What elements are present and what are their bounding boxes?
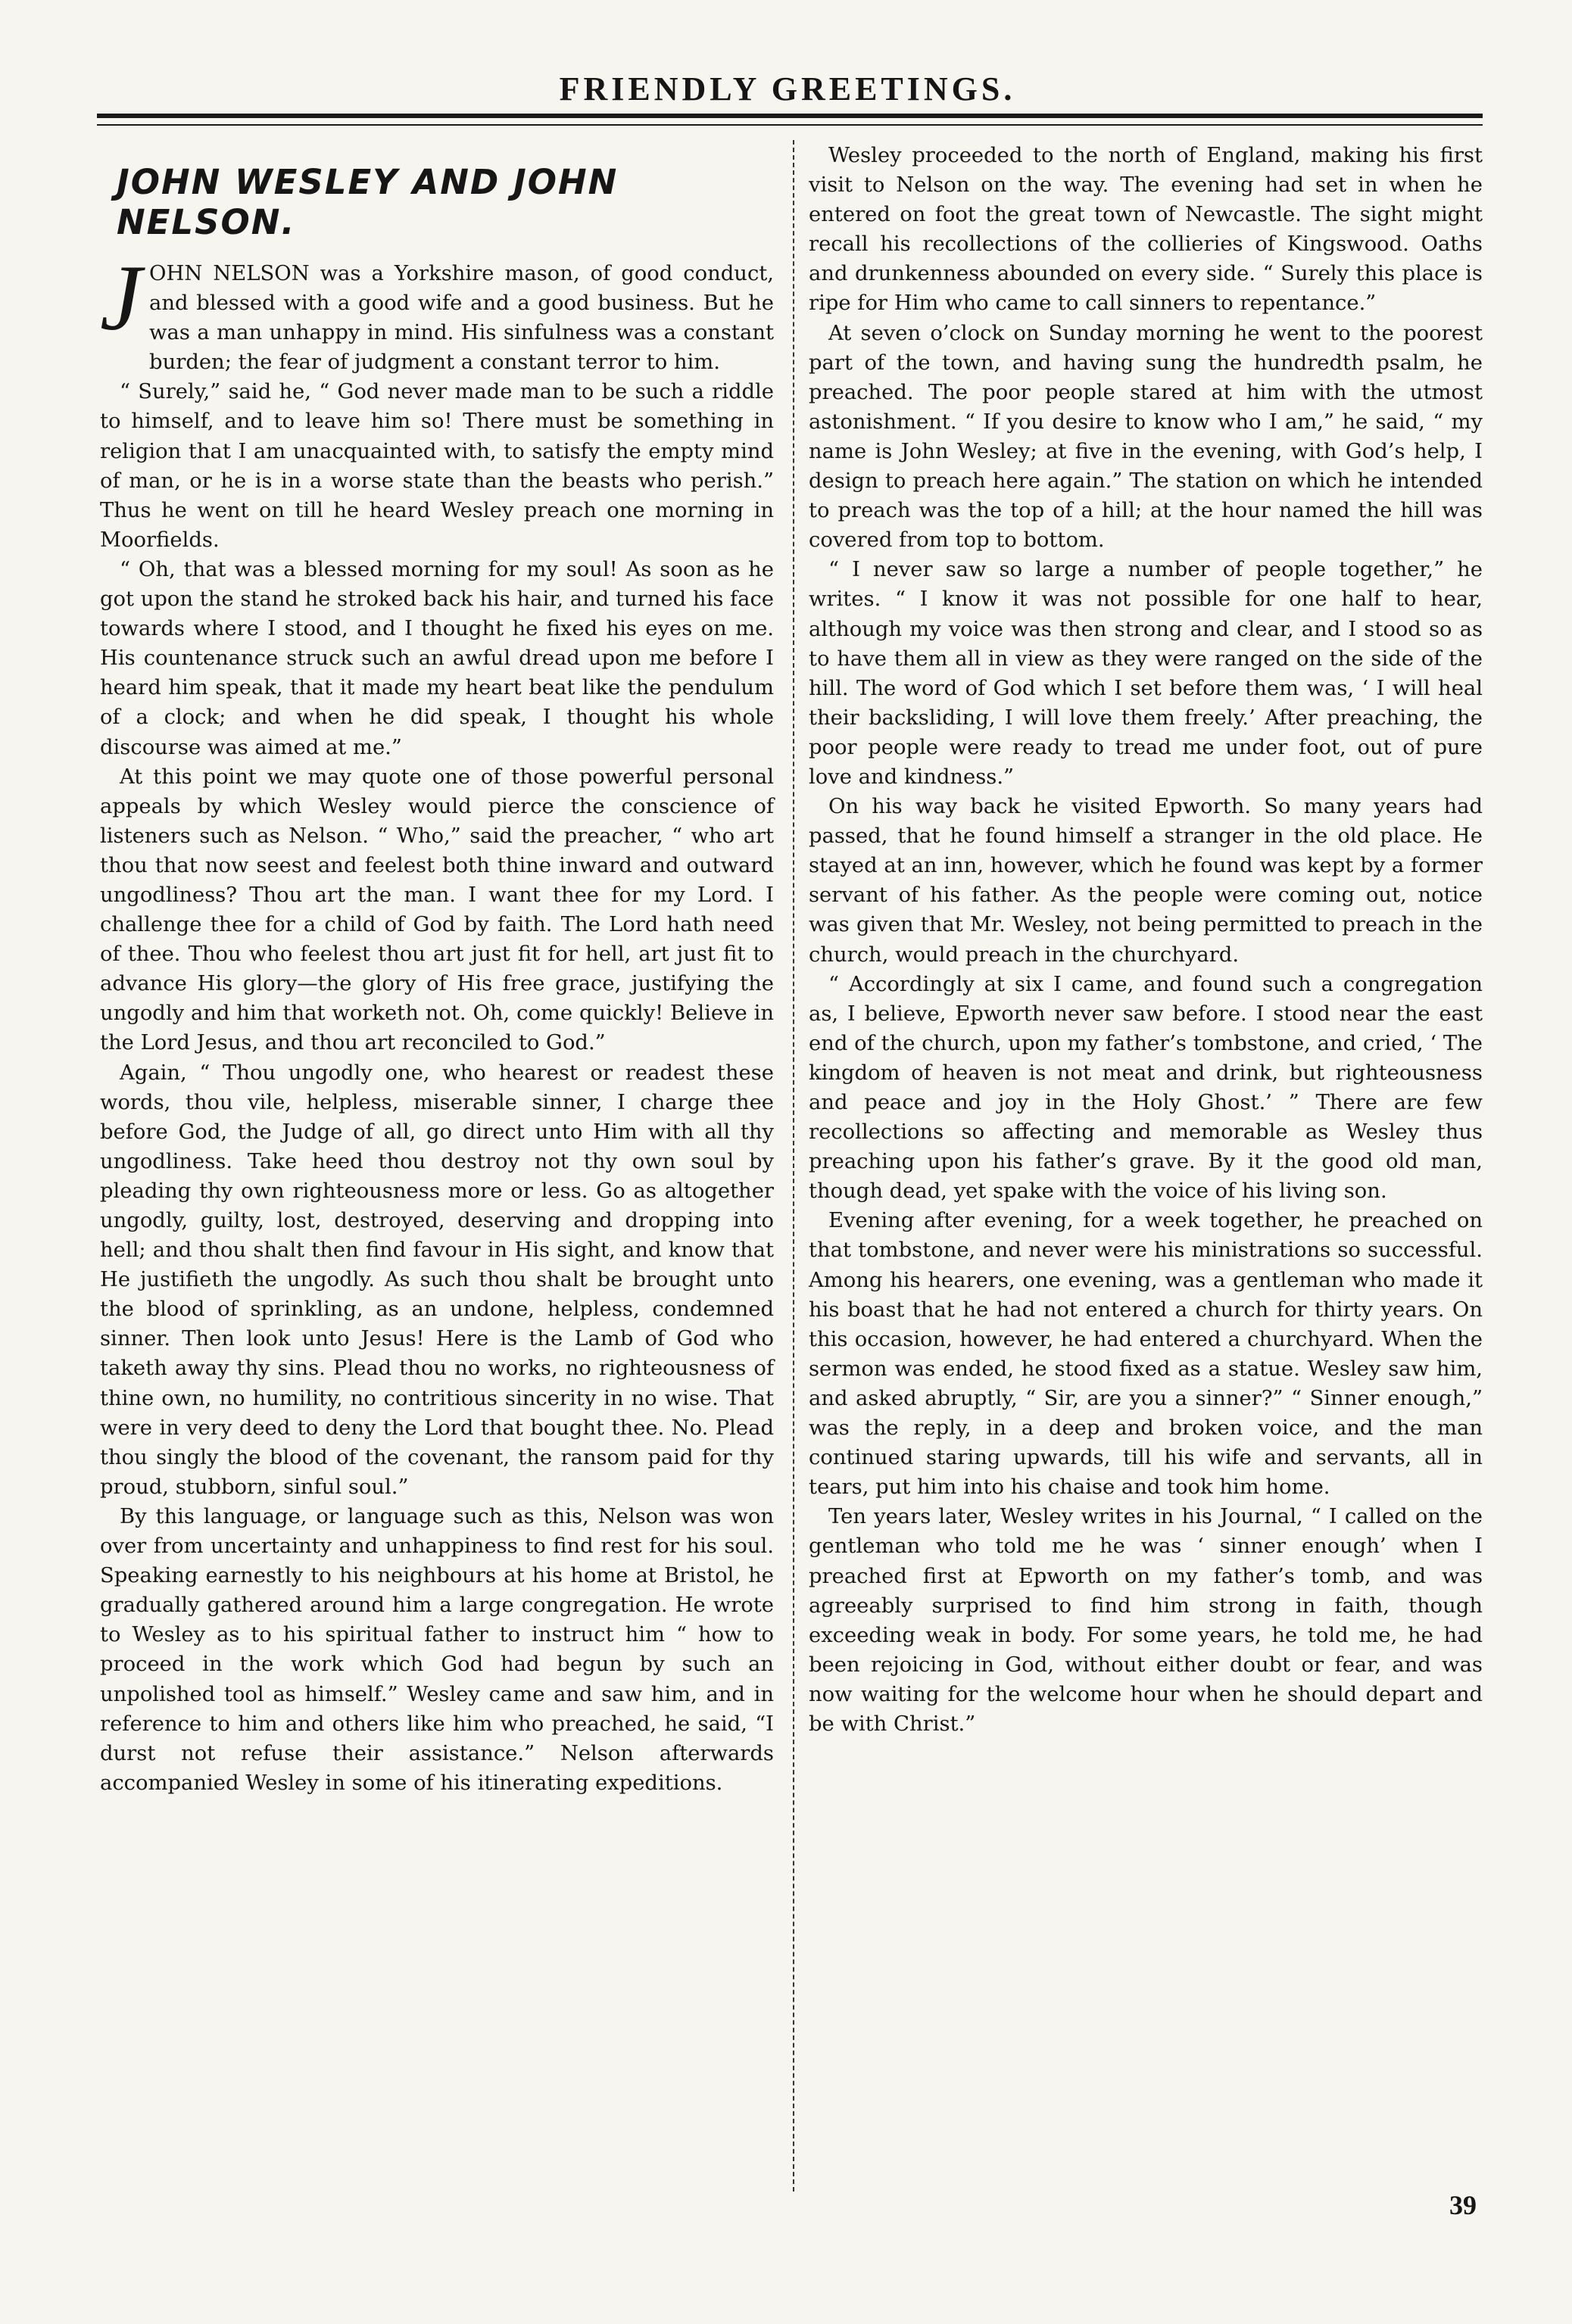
header-rule-thick — [97, 114, 1483, 118]
left-paragraph: At this point we may quote one of those powerful personal appeals by which Wesley would pierce the conscience of listeners such as Nelson. “ Who,” said the preacher, “ who art thou that now seest and feelest both thine inward and outward ungodliness? Thou art the man. I want thee for my Lord. I challenge thee for a child of God by faith. The Lord hath need of thee. Thou who feelest thou art just fit for hell, art just fit to advance His glory—the glory of His free grace, justifying the ungodly and him that worketh not. Oh, come quickly! Believe in the Lord Jesus, and thou art reconciled to God.” — [100, 765, 774, 1055]
left-paragraph: “ Oh, that was a blessed morning for my soul! As soon as he got upon the stand he stroked back his hair, and turned his face towards where I stood, and I thought he fixed his eyes on me. His countenance struck such an awful dread upon me before I heard him speak, that it made my heart beat like the pendulum of a clock; and when he did speak, I thought his whole discourse was aimed at me.” — [100, 557, 774, 759]
running-header: FRIENDLY GREETINGS. — [559, 70, 1016, 107]
right-paragraph: At seven o’clock on Sunday morning he went to the poorest part of the town, and having sung the hundredth psalm, he preached. The poor people stared at him with the utmost astonishment. “ If you desire to know who I am,” he said, “ my name is John Wesley; at five in the evening, with God’s help, I design to preach here again.” The station on which he intended to preach was the top of a hill; at the hour named the hill was covered from top to bottom. — [809, 321, 1483, 553]
right-paragraph: Evening after evening, for a week together, he preached on that tombstone, and never were his ministrations so successful. Among his hearers, one evening, was a gentleman who made it his boast that he had not entered a church for thirty years. On this occasion, however, he had entered a churchyard. When the sermon was ended, he stood fixed as a statue. Wesley saw him, and asked abruptly, “ Sir, are you a sinner?” “ Sinner enough,” was the reply, in a deep and broken voice, and the man continued staring upwards, till his wife and servants, all in tears, put him into his chaise and took him home. — [809, 1209, 1483, 1500]
left-column — [100, 141, 774, 1798]
header-rule-thin — [97, 124, 1483, 126]
left-paragraph: Again, “ Thou ungodly one, who hearest or readest these words, thou vile, helpless, miserable sinner, I charge thee before God, the Judge of all, go direct unto Him with all thy ungodliness. Take heed thou destroy not thy own soul by pleading thy own righteousness more or less. Go as altogether ungodly, guilty, lost, destroyed, deserving and dropping into hell; and thou shalt then find favour in His sight, and know that He justifieth the ungodly. As such thou shalt be brought unto the blood of sprinkling, as an undone, helpless, condemned sinner. Then look unto Jesus! Here is the Lamb of God who taketh away thy sins. Plead thou no works, no righteousness of thine own, no humility, no contritious sincerity in no wise. That were in very deed to deny the Lord that bought thee. No. Plead thou singly the blood of the covenant, the ransom paid for thy proud, stubborn, sinful soul.” — [100, 1061, 774, 1499]
lead-text: was a Yorkshire mason, of good conduct, and blessed with a good wife and a good business. But he was a man unhappy in mind. His sinfulness was a constant burden; the fear of judgment a constant terror to him. — [149, 262, 774, 375]
lead-smallcaps: OHN NELSON — [149, 262, 310, 285]
article-title: JOHN WESLEY AND JOHN NELSON. — [117, 162, 619, 242]
right-paragraph: Ten years later, Wesley writes in his Journal, “ I called on the gentleman who told me he was ‘ sinner enough’ when I preached first at Epworth on my father’s tomb, and was agreeably surprised to find him strong in faith, though exceeding weak in body. For some years, he told me, he had been rejoicing in God, without either doubt or fear, and was now waiting for the welcome hour when he should depart and be with Christ.” — [809, 1505, 1483, 1736]
drop-cap: J — [100, 246, 142, 350]
column-divider — [793, 140, 794, 2192]
left-paragraph: By this language, or language such as this, Nelson was won over from uncertainty and unhappiness to find rest for his soul. Speaking earnestly to his neighbours at his home at Bristol, he gradually gathered around him a large congregation. He wrote to Wesley as to his spiritual father to instruct him “ how to proceed in the work which God had begun by such an unpolished tool as himself.” Wesley came and saw him, and in reference to him and others like him who preached, he said, “I durst not refuse their assistance.” Nelson afterwards accompanied Wesley in some of his itinerating expeditions. — [100, 1504, 774, 1795]
right-column — [809, 141, 1483, 1739]
lead-paragraph — [100, 246, 774, 377]
page-number: 39 — [1449, 2190, 1477, 2220]
right-paragraph: “ Accordingly at six I came, and found such a congregation as, I believe, Epworth never saw before. I stood near the east end of the church, upon my father’s tombstone, and cried, ‘ The kingdom of heaven is not meat and drink, but righteousness and peace and joy in the Holy Ghost.’ ” There are few recollections so affecting and memorable as Wesley thus preaching upon his father’s grave. By it the good old man, though dead, yet spake with the voice of his living son. — [809, 972, 1483, 1204]
right-paragraph: Wesley proceeded to the north of England, making his first visit to Nelson on the way. The evening had set in when he entered on foot the great town of Newcastle. The sight might recall his recollections of the collieries of Kingswood. Oaths and drunkenness abounded on every side. “ Surely this place is ripe for Him who came to call sinners to repentance.” — [809, 144, 1483, 316]
left-paragraph: “ Surely,” said he, “ God never made man to be such a riddle to himself, and to leave him so! There must be something in religion that I am unacquainted with, to satisfy the empty mind of man, or he is in a worse state than the beasts who perish.” Thus he went on till he heard Wesley preach one morning in Moorfields. — [100, 380, 774, 552]
right-paragraph: On his way back he visited Epworth. So many years had passed, that he found himself a stranger in the old place. He stayed at an inn, however, which he found was kept by a former servant of his father. As the people were coming out, notice was given that Mr. Wesley, not being permitted to preach in the church, would preach in the churchyard. — [809, 795, 1483, 967]
right-paragraph: “ I never saw so large a number of people together,” he writes. “ I know it was not possible for one half to hear, although my voice was then strong and clear, and I stood so as to have them all in view as they were ranged on the side of the hill. The word of God which I set before them was, ‘ I will heal their backsliding, I will love them freely.’ After preaching, the poor people were ready to tread me under foot, out of pure love and kindness.” — [809, 558, 1483, 789]
